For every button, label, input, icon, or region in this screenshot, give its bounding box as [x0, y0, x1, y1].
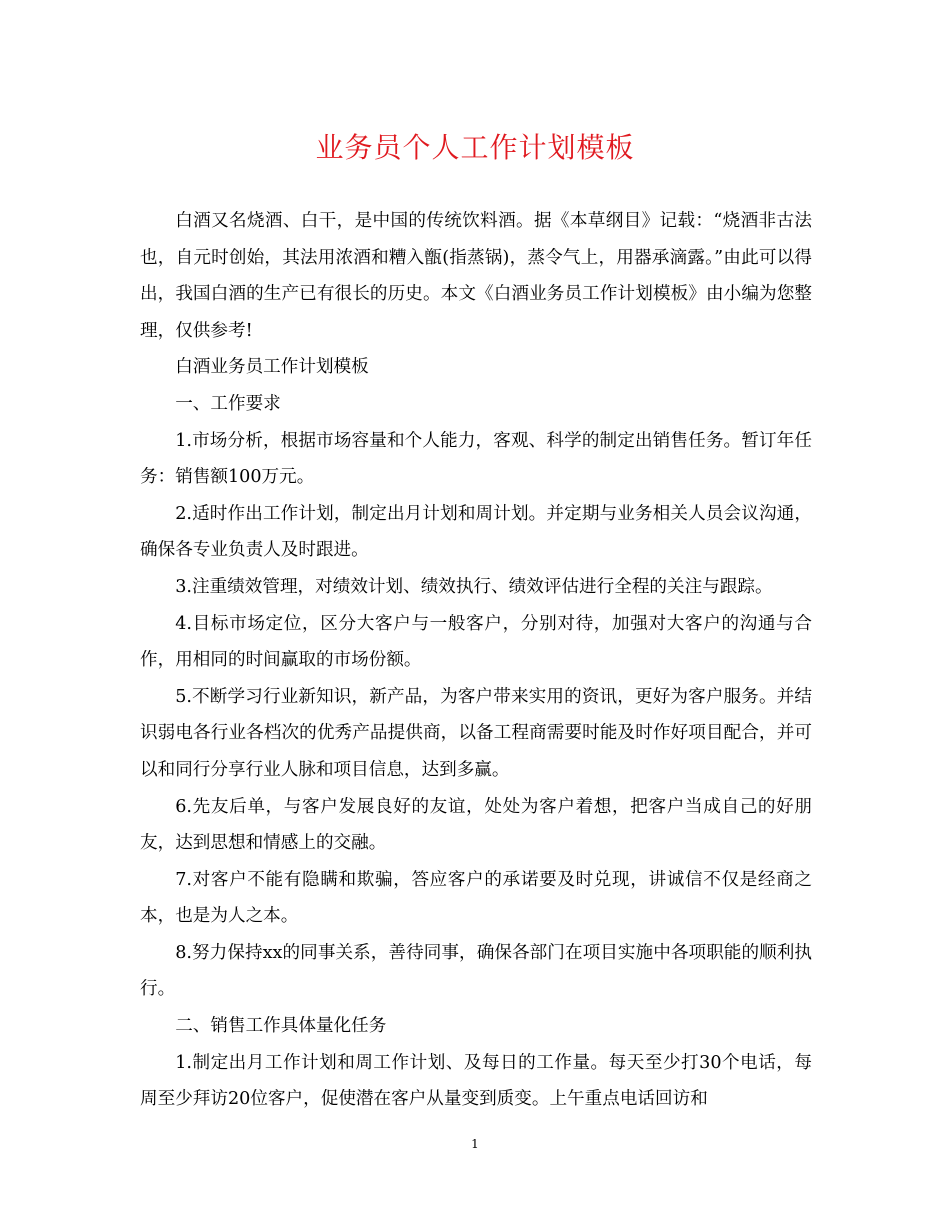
intro-paragraph: 白酒又名烧酒、白干，是中国的传统饮料酒。据《本草纲目》记载：“烧酒非古法也，自元时创始，其法用浓酒和糟入甑(指蒸锅)，蒸令气上，用器承滴露。”由此可以得出，我国白酒的生产已有很长的历史。本文《白酒业务员工作计划模板》由小编为您整理，仅供参考!: [140, 211, 812, 341]
list-item-3: 3.注重绩效管理，对绩效计划、绩效执行、绩效评估进行全程的关注与跟踪。: [175, 576, 773, 597]
page-number: 1: [471, 1137, 479, 1151]
document-body: [140, 203, 812, 1118]
task-item-1: 1.制定出月工作计划和周工作计划、及每日的工作量。每天至少打30个电话，每周至少拜访20位客户，促使潜在客户从量变到质变。上午重点电话回访和: [140, 1052, 812, 1110]
list-item-8: 8.努力保持xx的同事关系，善待同事，确保各部门在项目实施中各项职能的顺利执行。: [140, 942, 812, 1000]
section-heading-1: 一、工作要求: [175, 393, 281, 414]
section-heading-2: 二、销售工作具体量化任务: [175, 1016, 387, 1037]
list-item-1: 1.市场分析，根据市场容量和个人能力，客观、科学的制定出销售任务。暂订年任务：销售额100万元。: [140, 430, 812, 488]
list-item-5: 5.不断学习行业新知识，新产品，为客户带来实用的资讯，更好为客户服务。并结识弱电各行业各档次的优秀产品提供商，以备工程商需要时能及时作好项目配合，并可以和同行分享行业人脉和项目信息，达到多赢。: [140, 686, 812, 780]
list-item-2: 2.适时作出工作计划，制定出月计划和周计划。并定期与业务相关人员会议沟通，确保各专业负责人及时跟进。: [140, 503, 812, 561]
document-title: 业务员个人工作计划模板: [315, 131, 635, 164]
subtitle-paragraph: 白酒业务员工作计划模板: [175, 357, 369, 378]
list-item-4: 4.目标市场定位，区分大客户与一般客户，分别对待，加强对大客户的沟通与合作，用相同的时间赢取的市场份额。: [140, 613, 812, 671]
list-item-6: 6.先友后单，与客户发展良好的友谊，处处为客户着想，把客户当成自己的好朋友，达到思想和情感上的交融。: [140, 796, 812, 854]
list-item-7: 7.对客户不能有隐瞒和欺骗，答应客户的承诺要及时兑现，讲诚信不仅是经商之本，也是为人之本。: [140, 869, 812, 927]
